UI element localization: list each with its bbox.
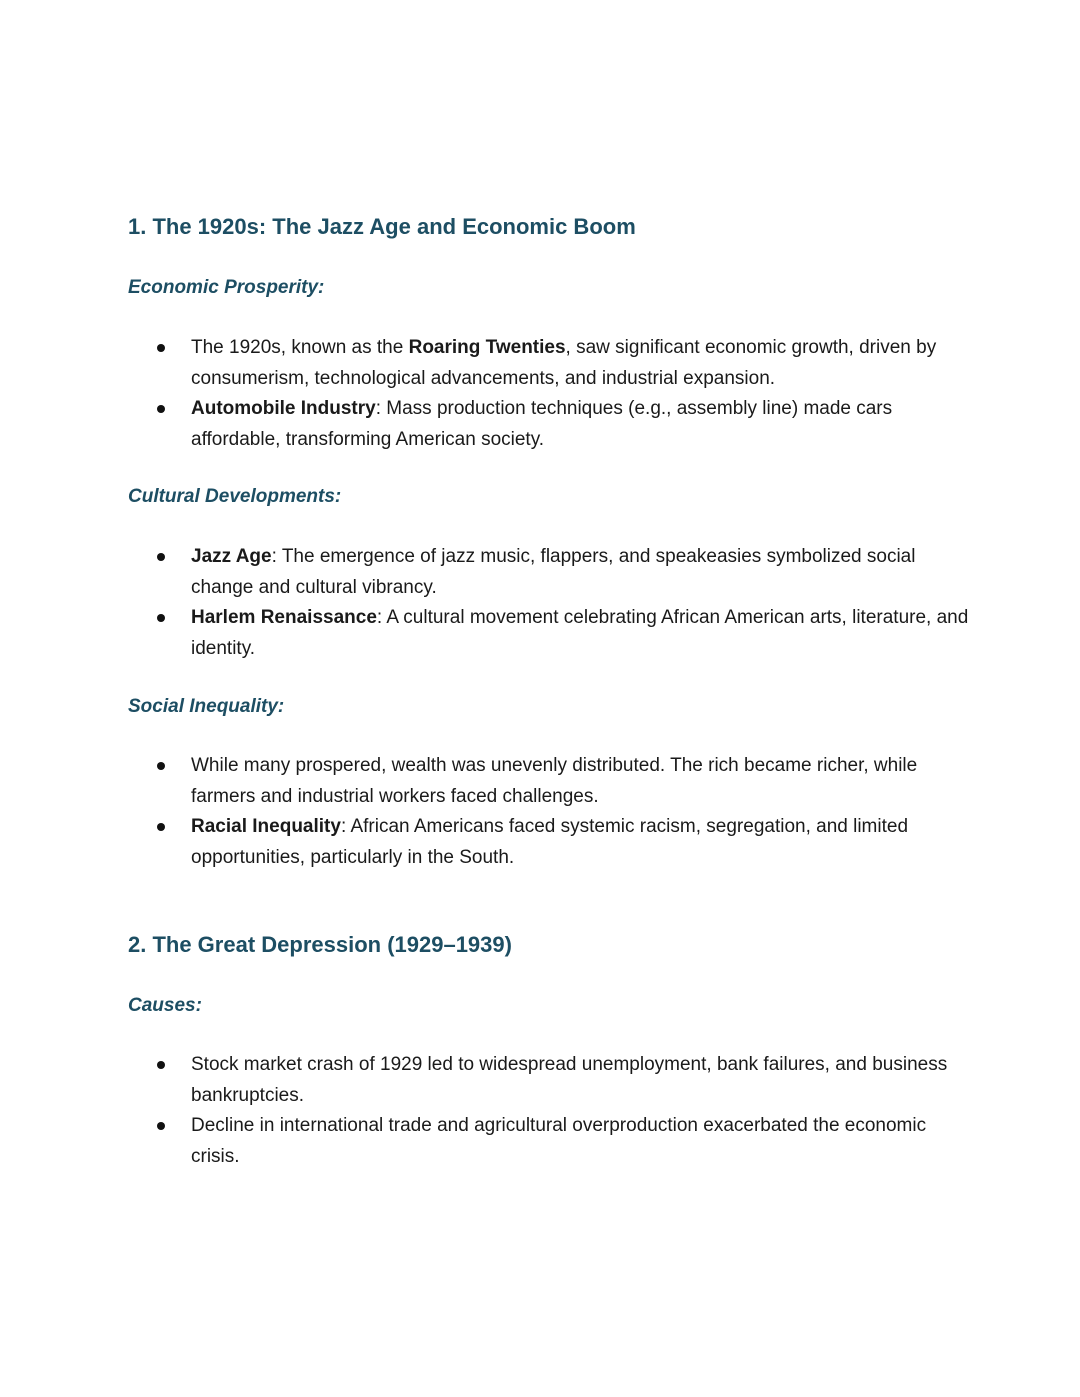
social-inequality-list [150, 751, 970, 873]
list-item-term: Automobile Industry [191, 398, 376, 419]
list-item-text: : Mass production techniques (e.g., assembly line) made cars affordable, transforming American society. [191, 398, 893, 450]
bullet-icon [157, 553, 165, 561]
section-1-title: 1. The 1920s: The Jazz Age and Economic Boom [128, 214, 636, 239]
list-item [150, 812, 970, 873]
causes-list [150, 1050, 970, 1172]
bullet-icon [157, 344, 165, 352]
list-item [150, 542, 970, 603]
list-item-term: Jazz Age [191, 546, 272, 567]
list-item-emphasis: Roaring Twenties [408, 337, 566, 358]
list-item-text: Decline in international trade and agricultural overproduction exacerbated the economic crisis. [191, 1115, 927, 1167]
list-item [150, 333, 970, 394]
list-item-text: : The emergence of jazz music, flappers, and speakeasies symbolized social change and cultural vibrancy. [191, 546, 916, 598]
list-item-text: While many prospered, wealth was unevenly distributed. The rich became richer, while farmers and industrial workers faced challenges. [191, 755, 918, 807]
cultural-developments-list [150, 542, 970, 664]
list-item [150, 603, 970, 664]
causes-heading: Causes: [128, 995, 202, 1016]
list-item-text: Stock market crash of 1929 led to widespread unemployment, bank failures, and business bankruptcies. [191, 1054, 948, 1106]
economic-prosperity-heading: Economic Prosperity: [128, 277, 325, 298]
cultural-developments-heading: Cultural Developments: [128, 486, 342, 507]
list-item-text: The 1920s, known as the [191, 337, 409, 358]
bullet-icon [157, 823, 165, 831]
list-item-text: : African Americans faced systemic racism, segregation, and limited opportunities, particularly in the South. [191, 816, 909, 868]
list-item [150, 394, 970, 455]
list-item-term: Harlem Renaissance [191, 607, 377, 628]
list-item-term: Racial Inequality [191, 816, 341, 837]
bullet-icon [157, 614, 165, 622]
section-2-title: 2. The Great Depression (1929–1939) [128, 932, 512, 957]
bullet-icon [157, 1061, 165, 1069]
bullet-icon [157, 762, 165, 770]
bullet-icon [157, 405, 165, 413]
social-inequality-heading: Social Inequality: [128, 696, 285, 717]
economic-prosperity-list [150, 333, 970, 455]
list-item-text: : A cultural movement celebrating African American arts, literature, and identity. [191, 607, 969, 659]
list-item [150, 751, 970, 812]
list-item-text: , saw significant economic growth, driven by consumerism, technological advancements, and industrial expansion. [191, 337, 937, 389]
bullet-icon [157, 1122, 165, 1130]
list-item [150, 1050, 970, 1111]
list-item [150, 1111, 970, 1172]
